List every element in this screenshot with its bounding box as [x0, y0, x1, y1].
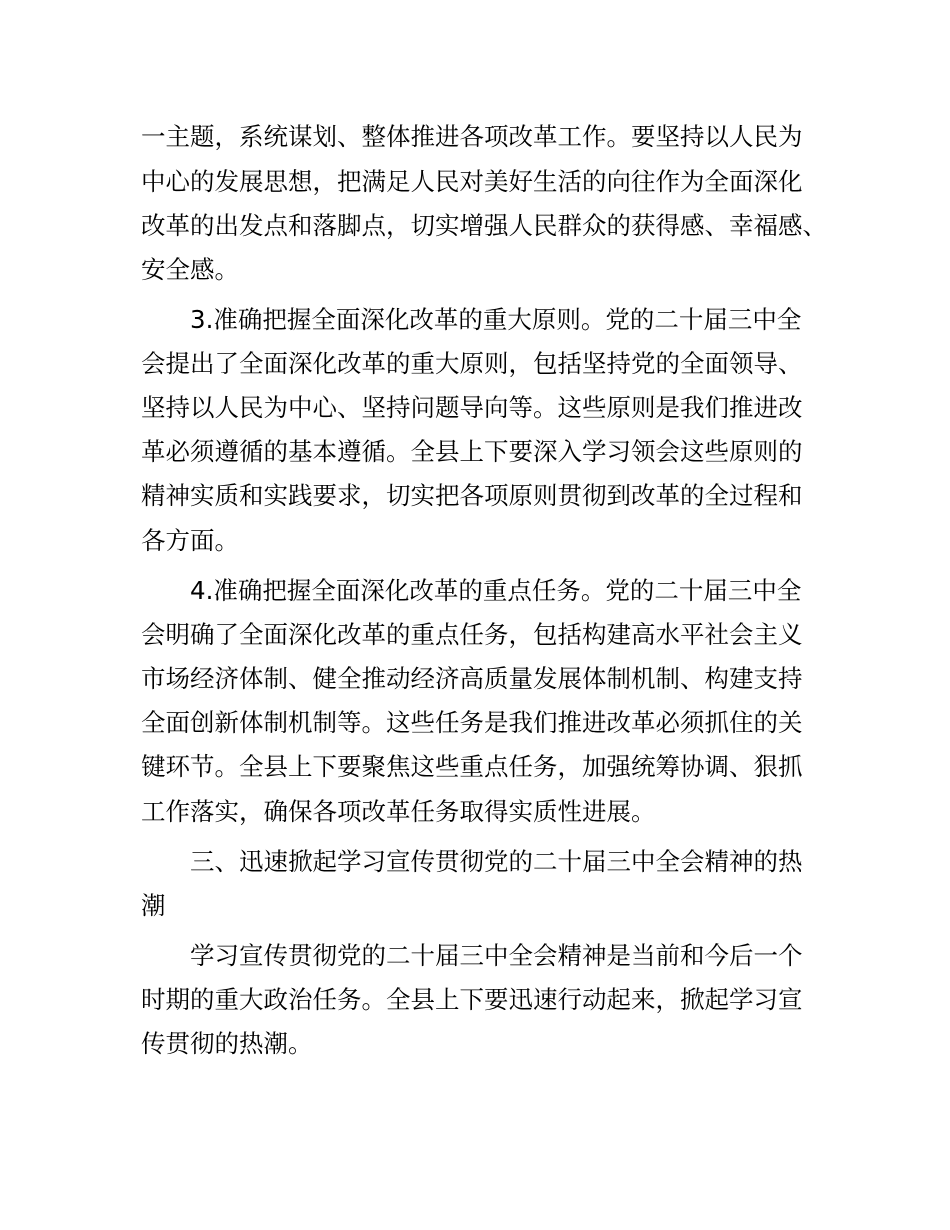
text-line: 学习宣传贯彻党的二十届三中全会精神是当前和今后一个: [190, 941, 803, 970]
text-line: 全面创新体制机制等。这些任务是我们推进改革必须抓住的关: [141, 708, 803, 737]
text-line: 4.准确把握全面深化改革的重点任务。党的二十届三中全: [190, 576, 802, 605]
text-line: 会明确了全面深化改革的重点任务，包括构建高水平社会主义: [141, 620, 803, 649]
text-line: 安全感。: [141, 255, 239, 284]
section-heading: 潮: [141, 891, 166, 920]
text-line: 一主题，系统谋划、整体推进各项改革工作。要坚持以人民为: [141, 122, 803, 151]
section-heading: 三、迅速掀起学习宣传贯彻党的二十届三中全会精神的热: [190, 847, 803, 876]
text-line: 坚持以人民为中心、坚持问题导向等。这些原则是我们推进改: [141, 393, 803, 422]
text-line: 中心的发展思想，把满足人民对美好生活的向往作为全面深化: [141, 167, 803, 196]
text-line: 各方面。: [141, 526, 239, 555]
text-line: 传贯彻的热潮。: [141, 1029, 313, 1058]
text-line: 3.准确把握全面深化改革的重大原则。党的二十届三中全: [190, 305, 802, 334]
text-line: 工作落实，确保各项改革任务取得实质性进展。: [141, 797, 656, 826]
text-line: 会提出了全面深化改革的重大原则，包括坚持党的全面领导、: [141, 349, 803, 378]
text-line: 键环节。全县上下要聚焦这些重点任务，加强统筹协调、狠抓: [141, 752, 803, 781]
text-line: 精神实质和实践要求，切实把各项原则贯彻到改革的全过程和: [141, 481, 803, 510]
text-line: 时期的重大政治任务。全县上下要迅速行动起来，掀起学习宣: [141, 985, 803, 1014]
text-line: 改革的出发点和落脚点，切实增强人民群众的获得感、幸福感、: [141, 211, 827, 240]
text-line: 市场经济体制、健全推动经济高质量发展体制机制、构建支持: [141, 664, 803, 693]
text-line: 革必须遵循的基本遵循。全县上下要深入学习领会这些原则的: [141, 437, 803, 466]
